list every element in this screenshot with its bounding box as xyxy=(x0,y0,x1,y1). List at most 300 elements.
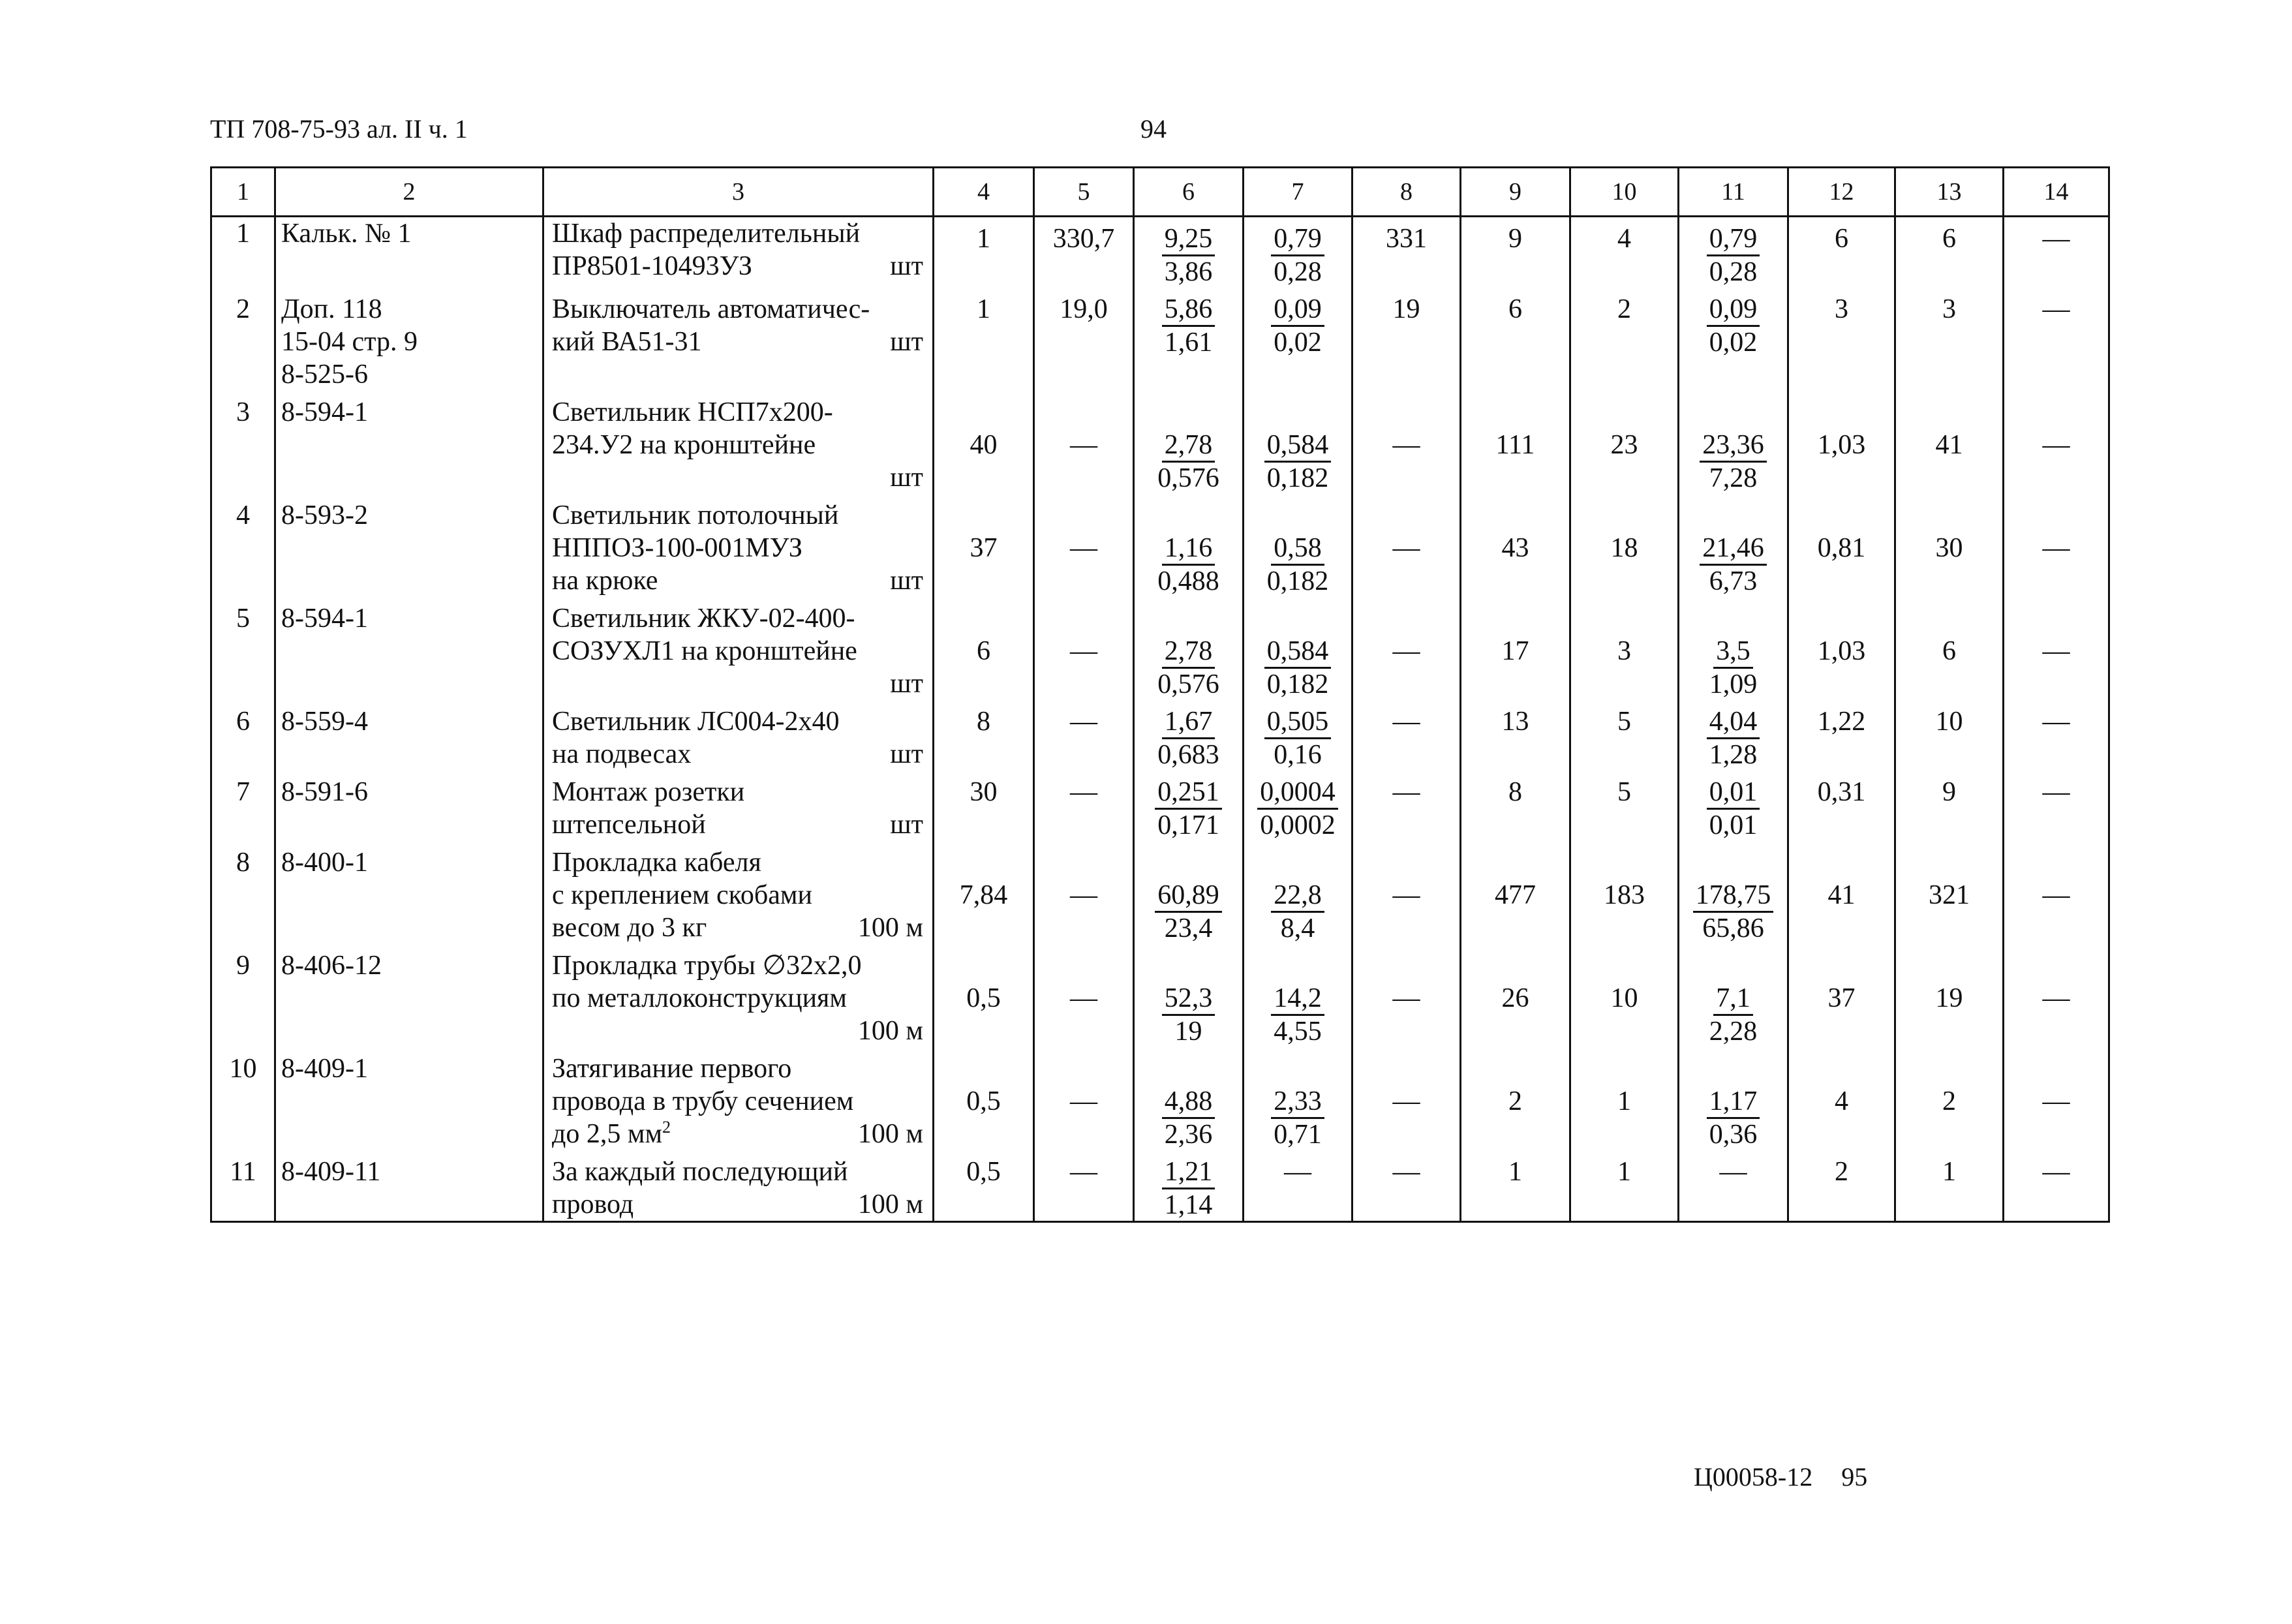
cell-col-9: 17 xyxy=(1461,597,1570,700)
work-name-text: с креплением скобами xyxy=(552,880,812,910)
numerator: 0,09 xyxy=(1271,294,1324,327)
fraction xyxy=(1271,880,1324,944)
work-name-text: провода в трубу сечением xyxy=(552,1086,854,1116)
table-row xyxy=(211,944,2109,1047)
cell-col-9: 1 xyxy=(1461,1150,1570,1222)
work-name-text: на крюке xyxy=(552,566,658,596)
column-number: 10 xyxy=(1570,168,1679,217)
column-number: 14 xyxy=(2004,168,2109,217)
numerator: 1,16 xyxy=(1162,532,1215,566)
work-name-text: За каждый последующий xyxy=(552,1157,848,1187)
numerator: 23,36 xyxy=(1700,429,1767,463)
cell-col-4: 6 xyxy=(934,597,1034,700)
numerator: 0,584 xyxy=(1264,429,1332,463)
cell-col-14: — xyxy=(2004,841,2109,944)
denominator: 0,576 xyxy=(1157,463,1219,493)
cell-col-10: 4 xyxy=(1570,217,1679,288)
table-row xyxy=(211,597,2109,700)
cell-col-12: 1,22 xyxy=(1788,700,1895,771)
denominator: 0,182 xyxy=(1266,669,1329,699)
numerator: 52,3 xyxy=(1162,983,1215,1016)
work-name-line xyxy=(552,461,923,494)
table-row xyxy=(211,700,2109,771)
superscript: 2 xyxy=(662,1118,671,1137)
footer-page: 95 xyxy=(1841,1462,1868,1492)
fraction xyxy=(1707,706,1760,771)
fraction xyxy=(1157,429,1219,494)
work-name-line xyxy=(552,564,923,597)
rate-code: Доп. 118 15-04 стр. 9 8-525-6 xyxy=(275,288,543,391)
unit: шт xyxy=(890,739,923,769)
work-name xyxy=(543,391,934,494)
denominator: 19 xyxy=(1174,1017,1202,1047)
cell-col-4: 0,5 xyxy=(934,944,1034,1047)
table-row xyxy=(211,391,2109,494)
numerator: 14,2 xyxy=(1271,983,1324,1016)
fraction xyxy=(1264,636,1332,700)
work-name-line xyxy=(552,1188,923,1221)
rate-code: 8-406-12 xyxy=(275,944,543,1047)
cell-col-10: 2 xyxy=(1570,288,1679,391)
denominator: 2,28 xyxy=(1709,1017,1758,1047)
cell-col-8: 331 xyxy=(1352,217,1461,288)
denominator: 3,86 xyxy=(1164,257,1213,287)
numerator: 0,58 xyxy=(1271,532,1324,566)
cell-col-6 xyxy=(1134,217,1244,288)
work-name-line xyxy=(552,250,923,283)
denominator: 0,182 xyxy=(1266,463,1329,493)
cell-col-14: — xyxy=(2004,494,2109,597)
work-name-text: Прокладка кабеля xyxy=(552,848,761,878)
denominator: 0,488 xyxy=(1157,566,1219,596)
cell-col-14: — xyxy=(2004,597,2109,700)
unit: шт xyxy=(890,669,923,699)
cell-col-13: 6 xyxy=(1895,217,2004,288)
cell-col-5: — xyxy=(1034,1047,1134,1150)
fraction xyxy=(1271,223,1324,288)
denominator: 0,28 xyxy=(1274,257,1322,287)
rate-code: 8-409-11 xyxy=(275,1150,543,1222)
cell-col-14: — xyxy=(2004,217,2109,288)
row-number: 8 xyxy=(211,841,275,944)
work-name xyxy=(543,944,934,1047)
column-number: 11 xyxy=(1679,168,1788,217)
work-name-line xyxy=(552,217,923,250)
work-name-line xyxy=(552,705,923,738)
work-name xyxy=(543,1047,934,1150)
cell-col-12: 1,03 xyxy=(1788,597,1895,700)
table-row xyxy=(211,217,2109,288)
cell-col-10: 3 xyxy=(1570,597,1679,700)
numerator: 178,75 xyxy=(1693,880,1774,913)
table-row xyxy=(211,841,2109,944)
row-number: 1 xyxy=(211,217,275,288)
page-number: 94 xyxy=(1140,114,1167,144)
work-name-line xyxy=(552,396,923,429)
fraction xyxy=(1162,983,1215,1047)
denominator: 0,01 xyxy=(1709,810,1758,840)
cell-col-5: — xyxy=(1034,944,1134,1047)
cell-col-7 xyxy=(1244,944,1352,1047)
fraction xyxy=(1264,706,1332,771)
work-name-text: Светильник потолочный xyxy=(552,500,839,530)
cell-col-14: — xyxy=(2004,771,2109,841)
cell-col-11 xyxy=(1679,288,1788,391)
cell-col-4: 7,84 xyxy=(934,841,1034,944)
cell-col-11 xyxy=(1679,494,1788,597)
unit: шт xyxy=(890,810,923,840)
row-number: 2 xyxy=(211,288,275,391)
work-name-line xyxy=(552,949,923,982)
cell-col-7 xyxy=(1244,288,1352,391)
rate-code: 8-594-1 xyxy=(275,597,543,700)
numerator: 1,17 xyxy=(1707,1086,1760,1119)
unit: 100 м xyxy=(857,1119,923,1149)
denominator: 65,86 xyxy=(1702,913,1764,943)
cell-col-8: — xyxy=(1352,1150,1461,1222)
fraction xyxy=(1271,294,1324,358)
cell-col-12: 41 xyxy=(1788,841,1895,944)
work-name-text: Выключатель автоматичес- xyxy=(552,294,870,324)
cell-col-11 xyxy=(1679,944,1788,1047)
numerator: 0,505 xyxy=(1264,706,1332,739)
cell-col-6 xyxy=(1134,841,1244,944)
cell-col-14: — xyxy=(2004,288,2109,391)
table-body xyxy=(211,217,2109,1222)
cell-col-5: — xyxy=(1034,771,1134,841)
column-number: 7 xyxy=(1244,168,1352,217)
row-number: 3 xyxy=(211,391,275,494)
cell-col-14: — xyxy=(2004,391,2109,494)
cell-col-5: — xyxy=(1034,1150,1134,1222)
cell-col-6 xyxy=(1134,288,1244,391)
rate-code: 8-594-1 xyxy=(275,391,543,494)
cell-col-4: 1 xyxy=(934,217,1034,288)
numerator: 3,5 xyxy=(1713,636,1753,669)
work-name-line xyxy=(552,499,923,532)
cell-col-7 xyxy=(1244,771,1352,841)
column-number: 9 xyxy=(1461,168,1570,217)
work-name-text: провод xyxy=(552,1189,634,1219)
cell-col-12: 37 xyxy=(1788,944,1895,1047)
denominator: 2,36 xyxy=(1164,1120,1213,1150)
numerator: 5,86 xyxy=(1162,294,1215,327)
cell-col-8: — xyxy=(1352,841,1461,944)
denominator: 0,0002 xyxy=(1260,810,1336,840)
fraction xyxy=(1700,532,1767,597)
fraction xyxy=(1162,1086,1215,1150)
rate-code: 8-559-4 xyxy=(275,700,543,771)
cell-col-5: — xyxy=(1034,700,1134,771)
cell-col-12: 3 xyxy=(1788,288,1895,391)
row-number: 6 xyxy=(211,700,275,771)
denominator: 1,61 xyxy=(1164,328,1213,358)
cell-col-7 xyxy=(1244,597,1352,700)
work-name-line xyxy=(552,293,923,326)
numerator: 0,79 xyxy=(1707,223,1760,256)
row-number: 9 xyxy=(211,944,275,1047)
cell-col-11 xyxy=(1679,841,1788,944)
rate-code: 8-591-6 xyxy=(275,771,543,841)
column-number: 5 xyxy=(1034,168,1134,217)
denominator: 0,71 xyxy=(1274,1120,1322,1150)
table-row xyxy=(211,1150,2109,1222)
numerator: 0,251 xyxy=(1155,776,1222,810)
denominator: 1,28 xyxy=(1709,740,1758,770)
work-name-text: весом до 3 кг xyxy=(552,913,707,943)
cell-col-8: — xyxy=(1352,494,1461,597)
cell-col-14: — xyxy=(2004,1150,2109,1222)
fraction xyxy=(1267,532,1329,597)
cell-col-8: — xyxy=(1352,1047,1461,1150)
estimate-table xyxy=(210,166,2110,1223)
denominator: 0,182 xyxy=(1266,566,1329,596)
cell-col-10: 5 xyxy=(1570,771,1679,841)
numerator: 2,78 xyxy=(1162,429,1215,463)
cell-col-7 xyxy=(1244,217,1352,288)
denominator: 8,4 xyxy=(1280,913,1315,943)
row-number: 10 xyxy=(211,1047,275,1150)
cell-col-4: 1 xyxy=(934,288,1034,391)
table-row xyxy=(211,494,2109,597)
column-number: 13 xyxy=(1895,168,2004,217)
unit: шт xyxy=(890,566,923,596)
cell-col-8: — xyxy=(1352,597,1461,700)
work-name xyxy=(543,700,934,771)
work-name-line xyxy=(552,1156,923,1188)
cell-col-14: — xyxy=(2004,700,2109,771)
cell-col-7: — xyxy=(1244,1150,1352,1222)
work-name-text: НППОЗ-100-001МУЗ xyxy=(552,533,802,563)
cell-col-4: 30 xyxy=(934,771,1034,841)
cell-col-13: 41 xyxy=(1895,391,2004,494)
fraction xyxy=(1707,223,1760,288)
fraction xyxy=(1264,429,1332,494)
fraction xyxy=(1162,294,1215,358)
work-name-line xyxy=(552,532,923,564)
cell-col-10: 18 xyxy=(1570,494,1679,597)
cell-col-9: 43 xyxy=(1461,494,1570,597)
cell-col-14: — xyxy=(2004,944,2109,1047)
numerator: 4,88 xyxy=(1162,1086,1215,1119)
cell-col-14: — xyxy=(2004,1047,2109,1150)
work-name-text: Шкаф распределительный xyxy=(552,219,861,249)
numerator: 2,33 xyxy=(1271,1086,1324,1119)
rate-code: 8-400-1 xyxy=(275,841,543,944)
cell-col-13: 19 xyxy=(1895,944,2004,1047)
work-name-line xyxy=(552,1118,923,1150)
work-name-line xyxy=(552,879,923,912)
work-name-line xyxy=(552,982,923,1015)
cell-col-8: 19 xyxy=(1352,288,1461,391)
cell-col-5: — xyxy=(1034,841,1134,944)
cell-col-12: 1,03 xyxy=(1788,391,1895,494)
work-name-text: СОЗУХЛ1 на кронштейне xyxy=(552,636,857,666)
work-name-text: до 2,5 мм xyxy=(552,1119,663,1149)
fraction xyxy=(1700,429,1767,494)
unit: шт xyxy=(890,327,923,357)
cell-col-13: 30 xyxy=(1895,494,2004,597)
unit: шт xyxy=(890,463,923,493)
footer xyxy=(1694,1462,1896,1492)
fraction xyxy=(1257,776,1338,841)
footer-code: Ц00058-12 xyxy=(1694,1462,1813,1492)
cell-col-5: — xyxy=(1034,494,1134,597)
work-name-line xyxy=(552,635,923,667)
fraction xyxy=(1162,223,1215,288)
numerator: 0,79 xyxy=(1271,223,1324,256)
numerator: 4,04 xyxy=(1707,706,1760,739)
denominator: 4,55 xyxy=(1274,1017,1322,1047)
cell-col-4: 40 xyxy=(934,391,1034,494)
cell-col-13: 9 xyxy=(1895,771,2004,841)
numerator: 0,0004 xyxy=(1257,776,1338,810)
cell-col-9: 111 xyxy=(1461,391,1570,494)
denominator: 0,28 xyxy=(1709,257,1758,287)
denominator: 6,73 xyxy=(1709,566,1758,596)
fraction xyxy=(1155,776,1222,841)
work-name-text: Светильник ЛС004-2х40 xyxy=(552,707,840,737)
column-number: 1 xyxy=(211,168,275,217)
work-name xyxy=(543,1150,934,1222)
cell-col-9: 8 xyxy=(1461,771,1570,841)
work-name-text: Затягивание первого xyxy=(552,1054,792,1084)
cell-col-11: — xyxy=(1679,1150,1788,1222)
denominator: 0,02 xyxy=(1274,328,1322,358)
cell-col-11 xyxy=(1679,391,1788,494)
cell-col-12: 6 xyxy=(1788,217,1895,288)
denominator: 23,4 xyxy=(1164,913,1213,943)
fraction xyxy=(1271,1086,1324,1150)
denominator: 0,683 xyxy=(1157,740,1219,770)
cell-col-10: 23 xyxy=(1570,391,1679,494)
numerator: 60,89 xyxy=(1155,880,1222,913)
work-name-line xyxy=(552,1052,923,1085)
cell-col-5: 330,7 xyxy=(1034,217,1134,288)
column-number: 3 xyxy=(543,168,934,217)
work-name xyxy=(543,841,934,944)
fraction xyxy=(1709,983,1758,1047)
cell-col-13: 1 xyxy=(1895,1150,2004,1222)
cell-col-10: 10 xyxy=(1570,944,1679,1047)
work-name-line xyxy=(552,667,923,700)
work-name-text: Прокладка трубы ∅32х2,0 xyxy=(552,951,862,981)
column-number: 6 xyxy=(1134,168,1244,217)
unit: 100 м xyxy=(857,1016,923,1046)
numerator: 0,584 xyxy=(1264,636,1332,669)
cell-col-12: 2 xyxy=(1788,1150,1895,1222)
numerator: 22,8 xyxy=(1271,880,1324,913)
work-name-text: штепсельной xyxy=(552,810,706,840)
cell-col-7 xyxy=(1244,391,1352,494)
work-name-text: Светильник НСП7х200- xyxy=(552,397,833,427)
work-name-text: ПР8501-10493УЗ xyxy=(552,251,752,281)
cell-col-13: 6 xyxy=(1895,597,2004,700)
denominator: 0,36 xyxy=(1709,1120,1758,1150)
denominator: 0,16 xyxy=(1274,740,1322,770)
cell-col-4: 0,5 xyxy=(934,1150,1034,1222)
cell-col-6 xyxy=(1134,944,1244,1047)
fraction xyxy=(1709,636,1758,700)
work-name-line xyxy=(552,912,923,944)
cell-col-5: — xyxy=(1034,597,1134,700)
cell-col-9: 9 xyxy=(1461,217,1570,288)
table-row xyxy=(211,771,2109,841)
cell-col-4: 37 xyxy=(934,494,1034,597)
row-number: 7 xyxy=(211,771,275,841)
fraction xyxy=(1162,1156,1215,1221)
cell-col-13: 321 xyxy=(1895,841,2004,944)
denominator: 1,14 xyxy=(1164,1190,1213,1220)
cell-col-10: 183 xyxy=(1570,841,1679,944)
denominator: 7,28 xyxy=(1709,463,1758,493)
cell-col-8: — xyxy=(1352,391,1461,494)
denominator: 0,576 xyxy=(1157,669,1219,699)
work-name xyxy=(543,288,934,391)
row-number: 11 xyxy=(211,1150,275,1222)
cell-col-6 xyxy=(1134,1150,1244,1222)
cell-col-8: — xyxy=(1352,700,1461,771)
column-number-row xyxy=(211,168,2109,217)
cell-col-9: 477 xyxy=(1461,841,1570,944)
cell-col-9: 2 xyxy=(1461,1047,1570,1150)
work-name-line xyxy=(552,776,923,808)
cell-col-9: 6 xyxy=(1461,288,1570,391)
unit: 100 м xyxy=(857,913,923,943)
row-number: 4 xyxy=(211,494,275,597)
cell-col-7 xyxy=(1244,841,1352,944)
cell-col-11 xyxy=(1679,771,1788,841)
column-number: 12 xyxy=(1788,168,1895,217)
work-name xyxy=(543,597,934,700)
cell-col-8: — xyxy=(1352,944,1461,1047)
work-name-line xyxy=(552,429,923,461)
rate-code: 8-409-1 xyxy=(275,1047,543,1150)
cell-col-5: 19,0 xyxy=(1034,288,1134,391)
work-name-text: Светильник ЖКУ-02-400- xyxy=(552,604,855,634)
numerator: 1,21 xyxy=(1162,1156,1215,1189)
rate-code: Кальк. № 1 xyxy=(275,217,543,288)
work-name-line xyxy=(552,846,923,879)
cell-col-6 xyxy=(1134,597,1244,700)
cell-col-6 xyxy=(1134,771,1244,841)
fraction xyxy=(1157,636,1219,700)
cell-col-7 xyxy=(1244,494,1352,597)
fraction xyxy=(1155,880,1222,944)
column-number: 8 xyxy=(1352,168,1461,217)
unit: 100 м xyxy=(857,1189,923,1219)
cell-col-9: 26 xyxy=(1461,944,1570,1047)
numerator: 9,25 xyxy=(1162,223,1215,256)
column-number: 2 xyxy=(275,168,543,217)
cell-col-7 xyxy=(1244,1047,1352,1150)
cell-col-10: 5 xyxy=(1570,700,1679,771)
cell-col-9: 13 xyxy=(1461,700,1570,771)
cell-col-12: 0,81 xyxy=(1788,494,1895,597)
work-name-line xyxy=(552,602,923,635)
cell-col-11 xyxy=(1679,217,1788,288)
cell-col-6 xyxy=(1134,391,1244,494)
cell-col-11 xyxy=(1679,597,1788,700)
fraction xyxy=(1707,776,1760,841)
work-name-line xyxy=(552,808,923,841)
numerator: 1,67 xyxy=(1162,706,1215,739)
cell-col-8: — xyxy=(1352,771,1461,841)
numerator: 0,09 xyxy=(1707,294,1760,327)
numerator: 7,1 xyxy=(1713,983,1753,1016)
numerator: 0,01 xyxy=(1707,776,1760,810)
work-name xyxy=(543,217,934,288)
